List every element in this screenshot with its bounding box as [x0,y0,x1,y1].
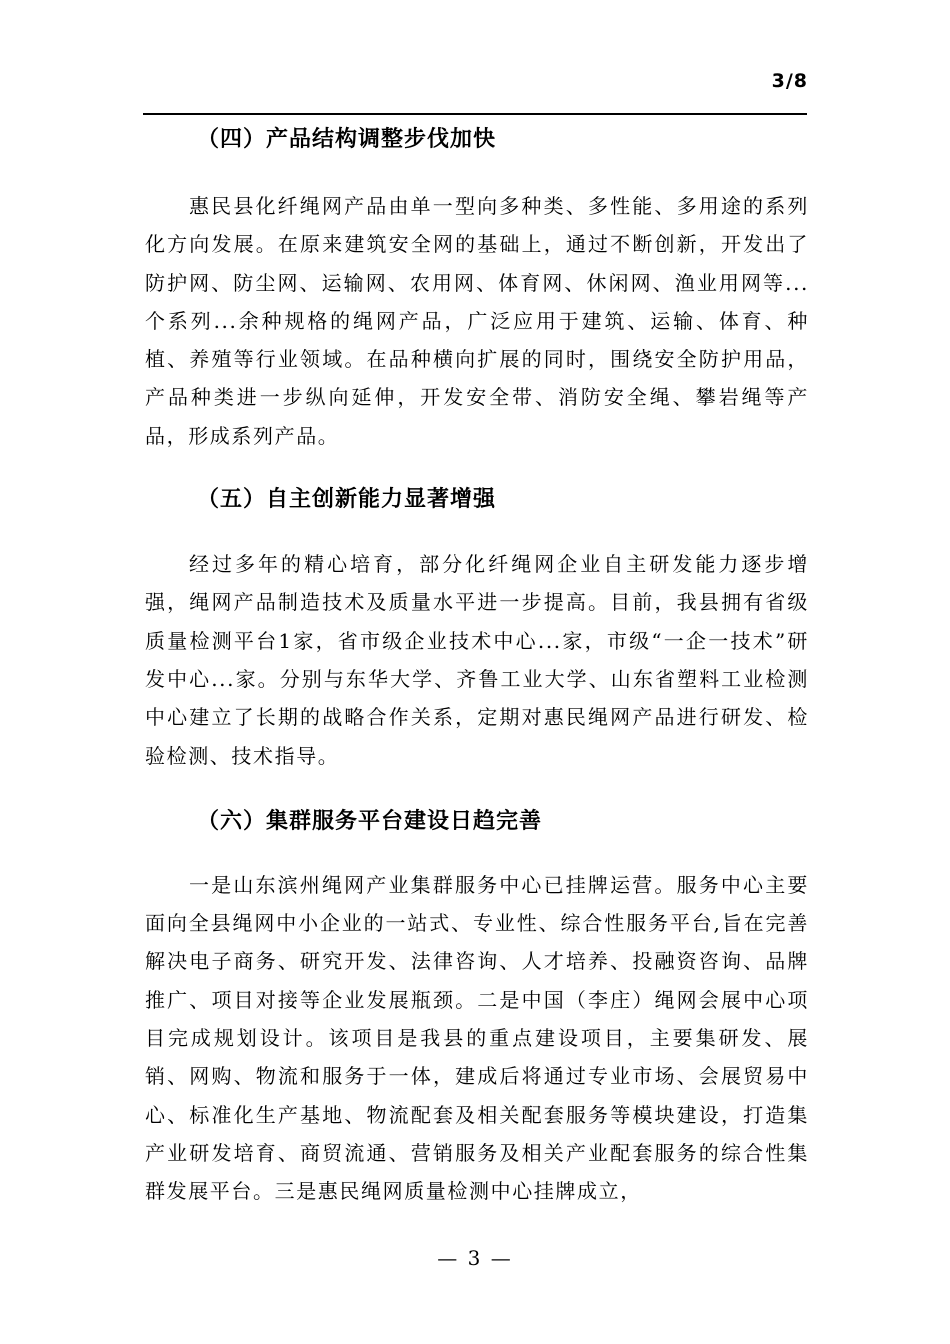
section-heading-4: （四）产品结构调整步伐加快 [197,127,497,152]
page-number-footer: — 3 — [437,1246,513,1270]
header-rule [143,113,807,115]
section-heading-5: （五）自主创新能力显著增强 [197,487,497,513]
page-counter: 3/8 [771,70,808,92]
section-paragraph-5: 经过多年的精心培育，部分化纤绳网企业自主研发能力逐步增强，绳网产品制造技术及质量水平进一步提高。目前，我县拥有省级质量检测平台1家，省市级企业技术中心...家，市级“一企一技术”研发中心...家。分别与东华大学、齐鲁工业大学、山东省塑料工业检测中心建立了长期的战略合作关系，定期对惠民绳网产品进行研发、检验检测、技术指导。 [145,552,809,768]
section-heading-6: （六）集群服务平台建设日趋完善 [197,808,543,834]
document-body [145,118,809,1211]
section-paragraph-4: 惠民县化纤绳网产品由单一型向多种类、多性能、多用途的系列化方向发展。在原来建筑安全网的基础上，通过不断创新，开发出了防护网、防尘网、运输网、农用网、体育网、休闲网、渔业用网等...个系列...余种规格的绳网产品，广泛应用于建筑、运输、体育、种植、养殖等行业领域。在品种横向扩展的同时，围绕安全防护用品，产品种类进一步纵向延伸，开发安全带、消防安全绳、攀岩绳等产品，形成系列产品。 [145,194,809,448]
section-paragraph-6: 一是山东滨州绳网产业集群服务中心已挂牌运营。服务中心主要面向全县绳网中小企业的一站式、专业性、综合性服务平台,旨在完善解决电子商务、研究开发、法律咨询、人才培养、投融资咨询、品牌推广、项目对接等企业发展瓶颈。二是中国（李庄）绳网会展中心项目完成规划设计。该项目是我县的重点建设项目，主要集研发、展销、网购、物流和服务于一体，建成后将通过专业市场、会展贸易中心、标准化生产基地、物流配套及相关配套服务等模块建设，打造集产业研发培育、商贸流通、营销服务及相关产业配套服务的综合性集群发展平台。三是惠民绳网质量检测中心挂牌成立， [145,872,809,1204]
